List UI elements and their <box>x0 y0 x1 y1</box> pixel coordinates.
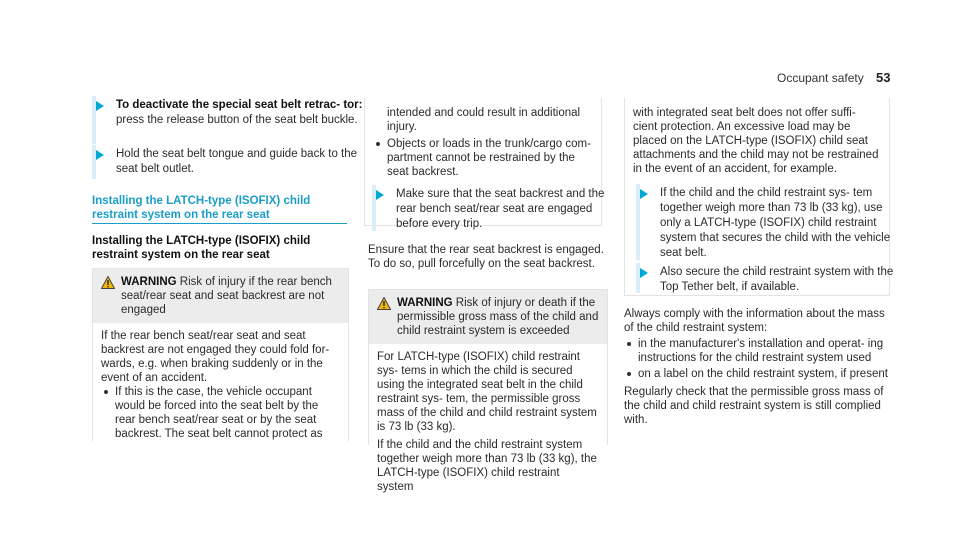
paragraph-comply <box>624 307 892 427</box>
section-divider <box>92 223 347 224</box>
paragraph-text: Always comply with the information about the mass of the child restraint system: <box>624 308 885 334</box>
warning-triangle-icon <box>377 297 391 310</box>
step-text: If the child and the child restraint sys- tem together weigh more than 73 lb (33 kg), use only a LATCH-type (ISOFIX) child restraint system that secures the child with the vehicle seat belt. <box>660 187 891 259</box>
page-number: 53 <box>876 70 891 85</box>
warning-text: If the child and the child restraint system together weigh more than 73 lb (33 kg), the LATCH-type (ISOFIX) child restraint system <box>377 439 597 493</box>
step-hold-tongue <box>92 147 369 177</box>
warning-text: If the rear bench seat/rear seat and seat backrest are not engaged they could fold for- wards, e.g. when braking suddenly or in the event of an accident. <box>101 330 330 384</box>
step-deactivate-retractor <box>92 98 369 128</box>
warning-body <box>93 323 348 449</box>
step-bold-lead: To deactivate the special seat belt retrac- tor: <box>116 99 363 111</box>
step-top-tether <box>636 265 900 295</box>
step-text: Make sure that the seat backrest and the rear bench seat/rear seat are engaged before every trip. <box>396 188 605 230</box>
step-use-vehicle-belt <box>636 186 900 261</box>
warning-header <box>93 269 348 323</box>
step-arrow-icon <box>376 190 384 200</box>
warning-heading: Risk of injury if the rear bench seat/rear seat and seat backrest are not engaged <box>121 276 332 316</box>
continued-text: intended and could result in additional injury. <box>387 107 581 133</box>
section-title: Installing the LATCH-type (ISOFIX) child restraint system on the rear seat <box>92 195 311 221</box>
paragraph-text: Regularly check that the permissible gross mass of the child and child restraint system is still complied with. <box>624 386 884 426</box>
paragraph-ensure: Ensure that the rear seat backrest is engaged. To do so, pull forcefully on the seat backrest. <box>368 244 604 270</box>
warning-bullet: If this is the case, the vehicle occupant would be forced into the seat belt by the rear bench seat/rear seat or by the seat backrest. The seat belt cannot protect as <box>101 385 340 441</box>
warning-box-gross-mass <box>368 289 608 493</box>
warning-bullet: Objects or loads in the trunk/cargo com- partment cannot be restrained by the seat backrest. <box>373 137 593 179</box>
warning-heading: Risk of injury or death if the permissible gross mass of the child and child restraint system is exceeded <box>397 297 599 337</box>
warning-label: WARNING <box>397 297 453 309</box>
warning-label: WARNING <box>121 276 177 288</box>
step-arrow-icon <box>640 189 648 199</box>
step-text: Hold the seat belt tongue and guide back to the seat belt outlet. <box>116 148 358 175</box>
step-arrow-icon <box>640 268 648 278</box>
warning-box-backrest <box>92 268 349 441</box>
step-arrow-icon <box>96 150 104 160</box>
warning-triangle-icon <box>101 276 115 289</box>
list-item: on a label on the child restraint system, if present <box>624 367 892 381</box>
step-arrow-icon <box>96 101 104 111</box>
list-item: in the manufacturer's installation and operat- ing instructions for the child restraint system used <box>624 337 892 365</box>
warning-body <box>369 344 607 502</box>
warning-header <box>369 290 607 344</box>
step-text: Also secure the child restraint system with the Top Tether belt, if available. <box>660 266 894 293</box>
subsection-title: Installing the LATCH-type (ISOFIX) child restraint system on the rear seat <box>92 235 311 261</box>
warning-text: For LATCH-type (ISOFIX) child restraint sys- tems in which the child is secured using the integrated seat belt in the child restraint sys- tem, the permissible gross mass of the child and child restraint system is 73 lb (33 kg). <box>377 351 597 433</box>
step-text: press the release button of the seat belt buckle. <box>116 114 358 126</box>
page-header-title: Occupant safety <box>777 71 864 85</box>
continued-text: with integrated seat belt does not offer suffi- cient protection. An excessive load may be placed on the LATCH-type (ISOFIX) child seat attachments and the child may not be restrained in the event of an accident, for example. <box>633 107 879 175</box>
step-engage-backrest <box>372 187 606 232</box>
